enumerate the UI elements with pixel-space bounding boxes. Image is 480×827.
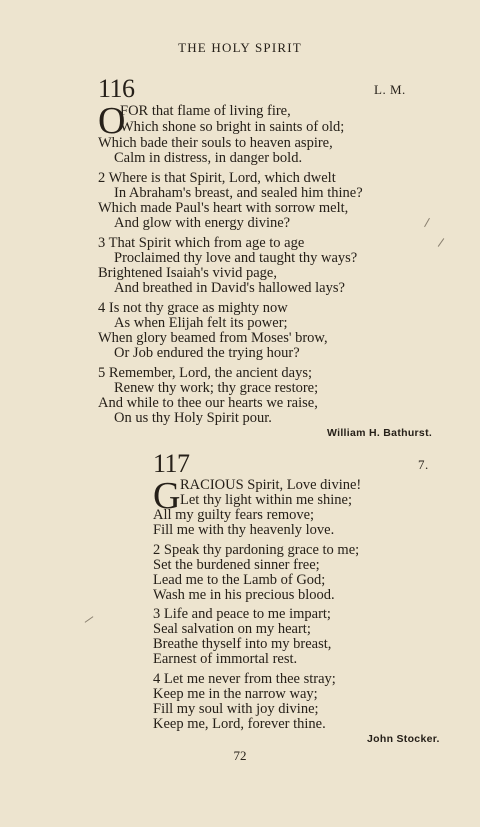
hymn-116-line: FOR that flame of living fire,	[120, 103, 291, 119]
hymn-117-line: Set the burdened sinner free;	[153, 557, 320, 573]
hymn-116-line: 3 That Spirit which from age to age	[98, 235, 305, 251]
hymn-117-meter: 7.	[418, 457, 429, 472]
hymn-117-line: Let thy light within me shine;	[180, 492, 352, 508]
hymn-116-line: And while to thee our hearts we raise,	[98, 395, 318, 411]
hymn-117-line: Wash me in his precious blood.	[153, 587, 335, 603]
margin-mark	[85, 616, 94, 623]
hymn-116-line: Which made Paul's heart with sorrow melt,	[98, 200, 349, 216]
hymn-117-line: Fill me with thy heavenly love.	[153, 522, 335, 538]
hymn-117-line: Lead me to the Lamb of God;	[153, 572, 326, 588]
hymn-117-line: Keep me, Lord, forever thine.	[153, 716, 326, 732]
hymn-116-line: 4 Is not thy grace as mighty now	[98, 300, 288, 316]
hymn-116-line: On us thy Holy Spirit pour.	[114, 410, 272, 426]
page-number: 72	[233, 748, 247, 763]
hymn-116-line: Brightened Isaiah's vivid page,	[98, 265, 277, 281]
hymn-117-line: 2 Speak thy pardoning grace to me;	[153, 542, 360, 558]
hymn-116-line: Calm in distress, in danger bold.	[114, 150, 303, 166]
hymn-116-line: Or Job endured the trying hour?	[114, 345, 300, 361]
hymn-117-line: Breathe thyself into my breast,	[153, 636, 332, 652]
hymn-117-line: Fill my soul with joy divine;	[153, 701, 319, 717]
hymn-117-line: All my guilty fears remove;	[153, 507, 315, 523]
hymn-116-line: Renew thy work; thy grace restore;	[114, 380, 319, 396]
hymn-116-meter: L. M.	[374, 82, 406, 97]
hymn-116-dropcap: O	[98, 100, 126, 142]
margin-mark	[438, 238, 445, 247]
hymn-117-line: RACIOUS Spirit, Love divine!	[180, 477, 362, 493]
hymn-116-line: And glow with energy divine?	[114, 215, 291, 231]
hymn-116-author: William H. Bathurst.	[327, 427, 433, 439]
hymn-117-line: Seal salvation on my heart;	[153, 621, 311, 637]
hymn-117-number: 117	[153, 449, 190, 478]
hymn-116-line: And breathed in David's hallowed lays?	[114, 280, 345, 296]
hymn-117-dropcap: G	[153, 475, 181, 517]
hymn-116-line: Which bade their souls to heaven aspire,	[98, 135, 333, 151]
hymn-116-line: In Abraham's breast, and sealed him thine?	[114, 185, 363, 201]
running-head: THE HOLY SPIRIT	[178, 40, 302, 55]
hymn-117-line: 4 Let me never from thee stray;	[153, 671, 336, 687]
hymn-117-line: 3 Life and peace to me impart;	[153, 606, 331, 622]
hymn-117-line: Earnest of immortal rest.	[153, 651, 298, 667]
hymn-117-author: John Stocker.	[367, 733, 440, 745]
hymn-116-number: 116	[98, 74, 135, 103]
hymn-116-line: Which shone so bright in saints of old;	[120, 119, 345, 135]
hymn-116-line: When glory beamed from Moses' brow,	[98, 330, 328, 346]
hymn-116-line: As when Elijah felt its power;	[114, 315, 288, 331]
hymn-116-line: Proclaimed thy love and taught thy ways?	[114, 250, 358, 266]
margin-mark	[424, 218, 430, 227]
hymn-116-line: 5 Remember, Lord, the ancient days;	[98, 365, 313, 381]
hymn-116-line: 2 Where is that Spirit, Lord, which dwelt	[98, 170, 336, 186]
hymn-117-line: Keep me in the narrow way;	[153, 686, 318, 702]
